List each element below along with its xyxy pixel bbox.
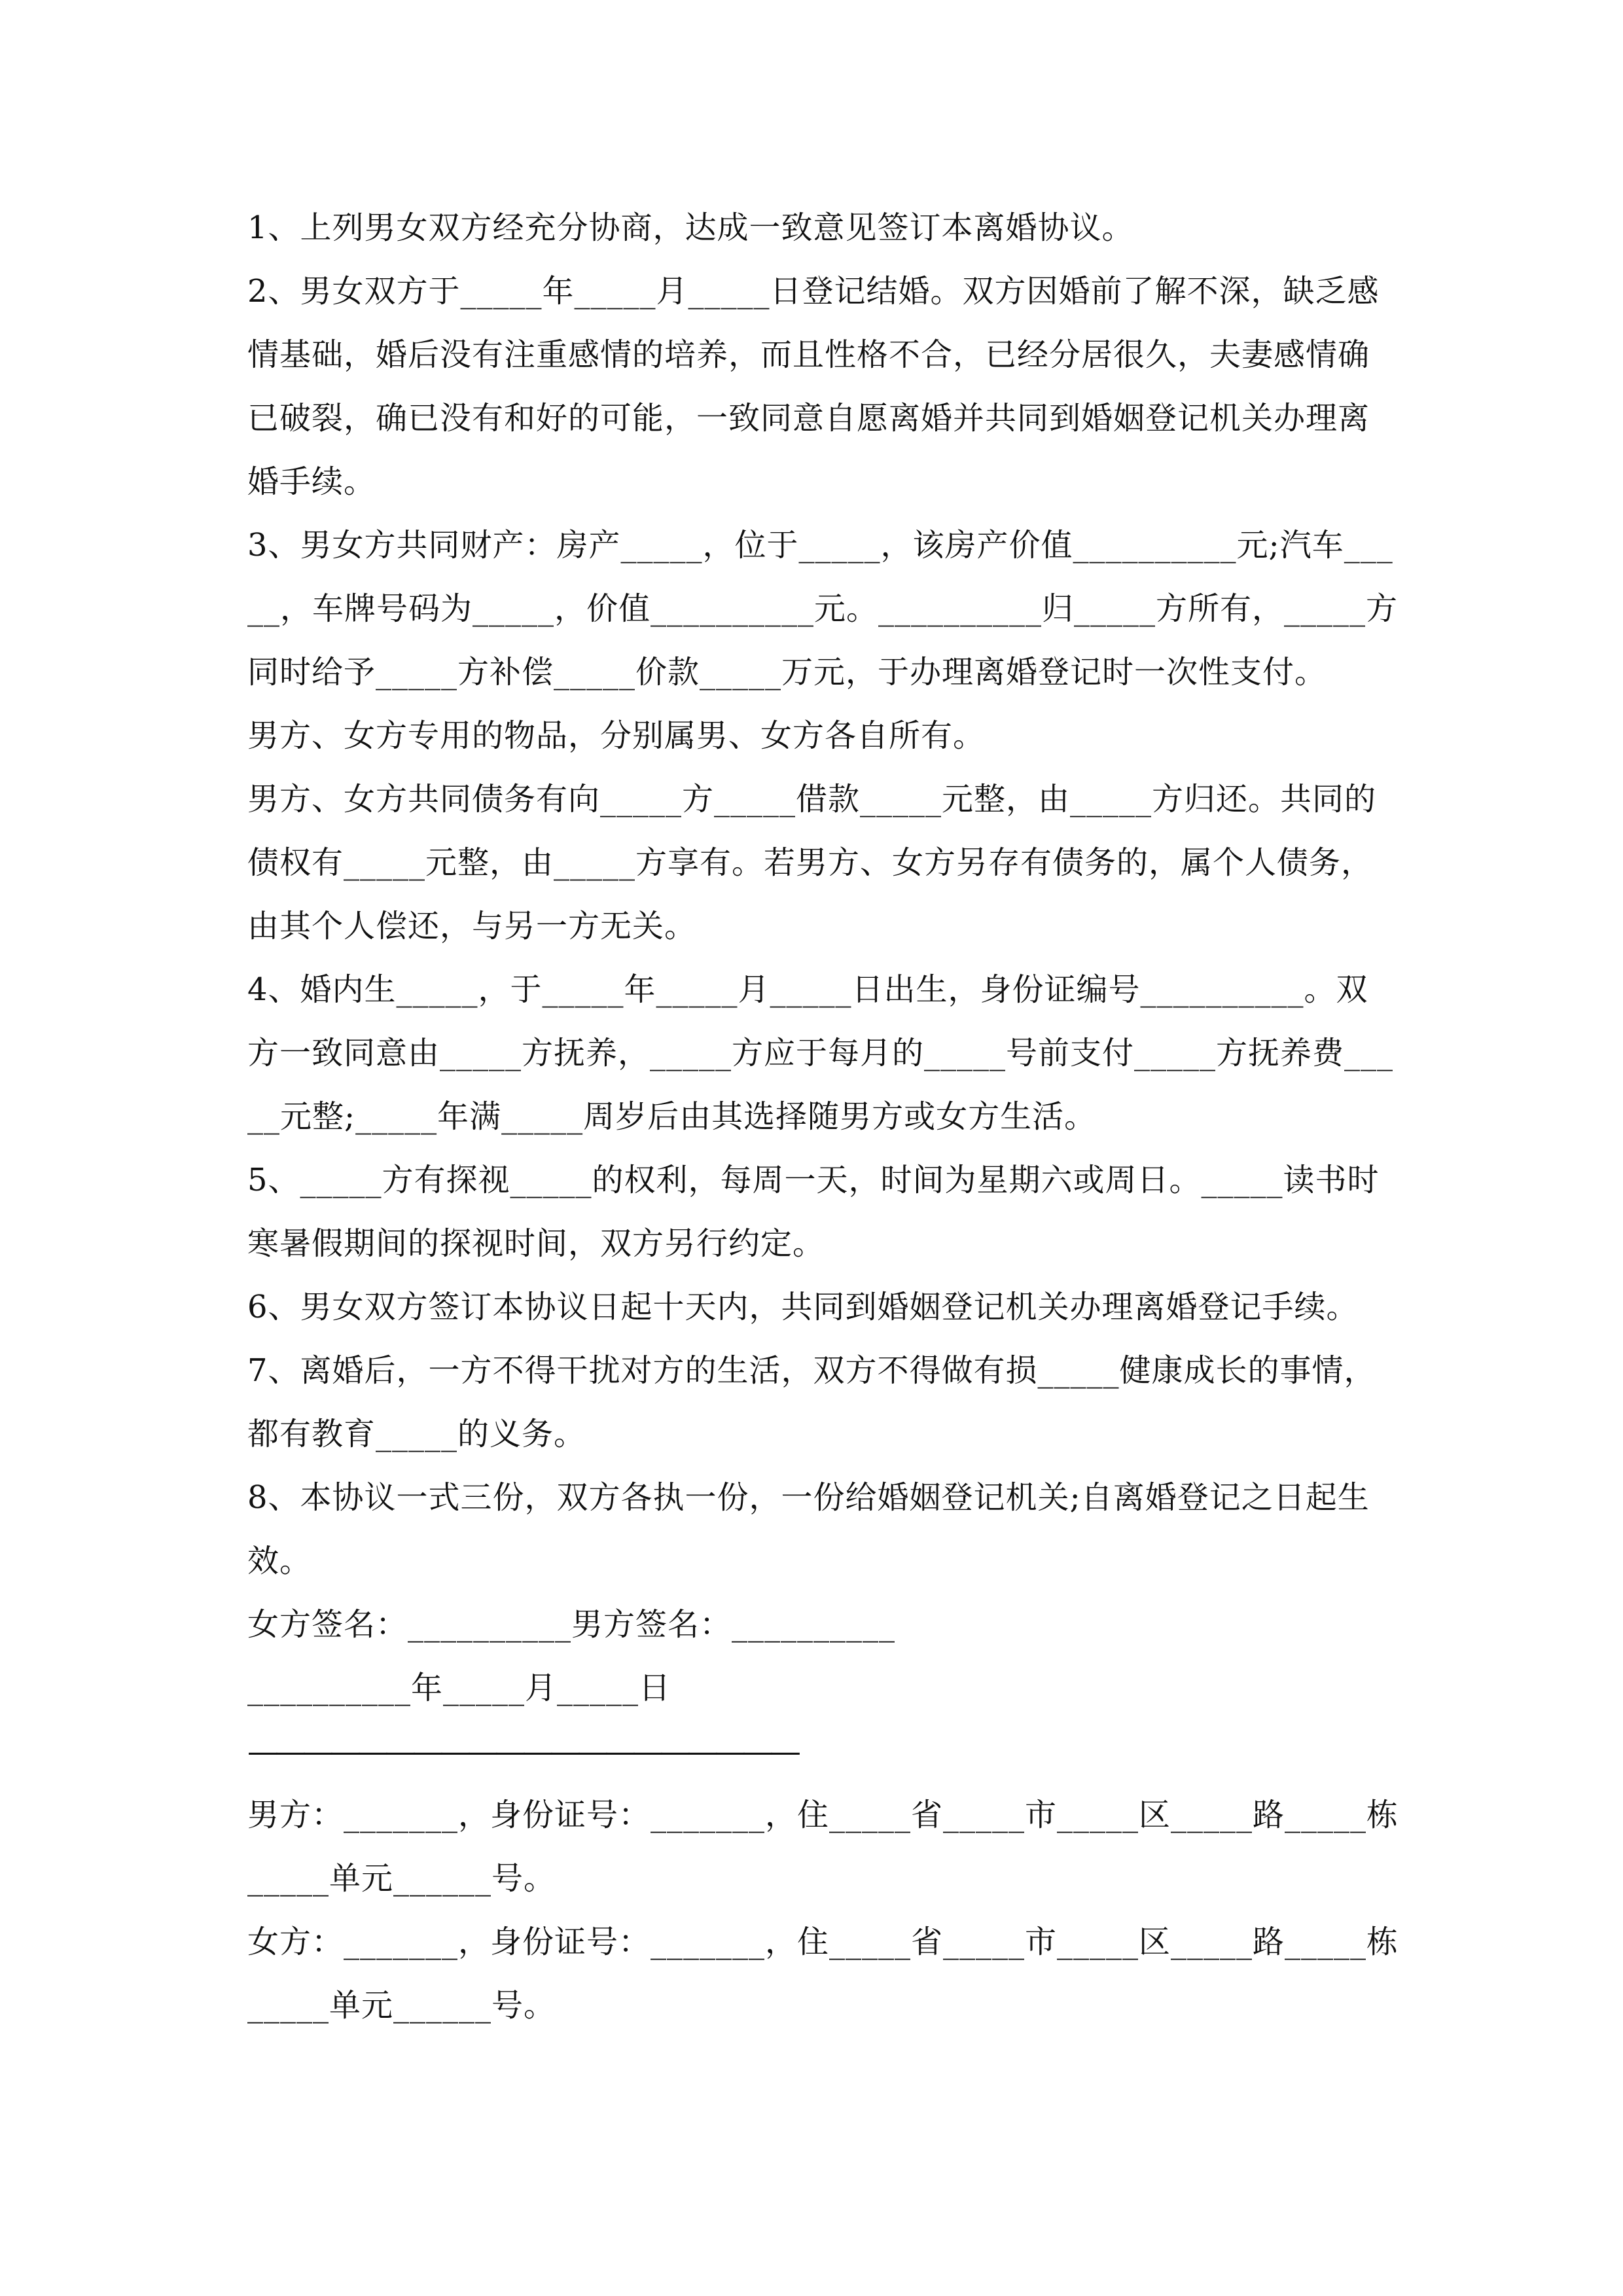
clause-2-marriage-registration: 2、男女双方于_____年_____月_____日登记结婚。双方因婚前了解不深，缺乏感情基础，婚后没有注重感情的培养，而且性格不合，已经分居很久，夫妻感情确已破裂，确已没有和好的可能，一致同意自愿离婚并共同到婚姻登记机关办理离婚手续。 — [247, 273, 1380, 500]
separator-line: ———————————————————— — [247, 1733, 797, 1770]
clause-joint-debts: 男方、女方共同债务有向_____方_____借款_____元整，由_____方归还。共同的债权有_____元整，由_____方享有。若男方、女方另存有债务的，属个人债务，由其个人偿还，与另一方无关。 — [247, 781, 1377, 944]
clause-4-child-custody: 4、婚内生_____，于_____年_____月_____日出生，身份证编号__________。双方一致同意由_____方抚养，_____方应于每月的_____号前支付_____方抚养费_____元整;_____年满_____周岁后由其选择随男方或女方生活。 — [247, 971, 1394, 1135]
clause-7-post-divorce: 7、离婚后，一方不得干扰对方的生活，双方不得做有损_____健康成长的事情，都有教育_____的义务。 — [247, 1352, 1376, 1452]
clause-3-joint-property: 3、男女方共同财产：房产_____，位于_____，该房产价值__________元;汽车_____，车牌号码为_____，价值__________元。__________归_____方所有，_____方同时给予_____方补偿_____价款_____万元，于办理离婚登记时一次性支付。 — [247, 527, 1399, 691]
agreement-body — [247, 196, 1399, 2037]
clause-8-copies: 8、本协议一式三份，双方各执一份，一份给婚姻登记机关;自离婚登记之日起生效。 — [247, 1479, 1370, 1579]
male-party-info: 男方：_______，身份证号：_______，住_____省_____市_____区_____路_____栋_____单元______号。 — [247, 1797, 1399, 1897]
clause-6-registration-deadline: 6、男女双方签订本协议日起十天内，共同到婚姻登记机关办理离婚登记手续。 — [247, 1289, 1359, 1325]
date-line: __________年_____月_____日 — [247, 1670, 671, 1706]
signature-line: 女方签名：__________男方签名：__________ — [247, 1606, 896, 1643]
clause-personal-items: 男方、女方专用的物品，分别属男、女方各自所有。 — [247, 717, 986, 754]
clause-1: 1、上列男女双方经充分协商，达成一致意见签订本离婚协议。 — [247, 209, 1134, 246]
female-party-info: 女方：_______，身份证号：_______，住_____省_____市_____区_____路_____栋_____单元______号。 — [247, 1924, 1399, 2024]
clause-5-visitation: 5、_____方有探视_____的权利，每周一天，时间为星期六或周日。_____读书时寒暑假期间的探视时间，双方另行约定。 — [247, 1162, 1380, 1262]
